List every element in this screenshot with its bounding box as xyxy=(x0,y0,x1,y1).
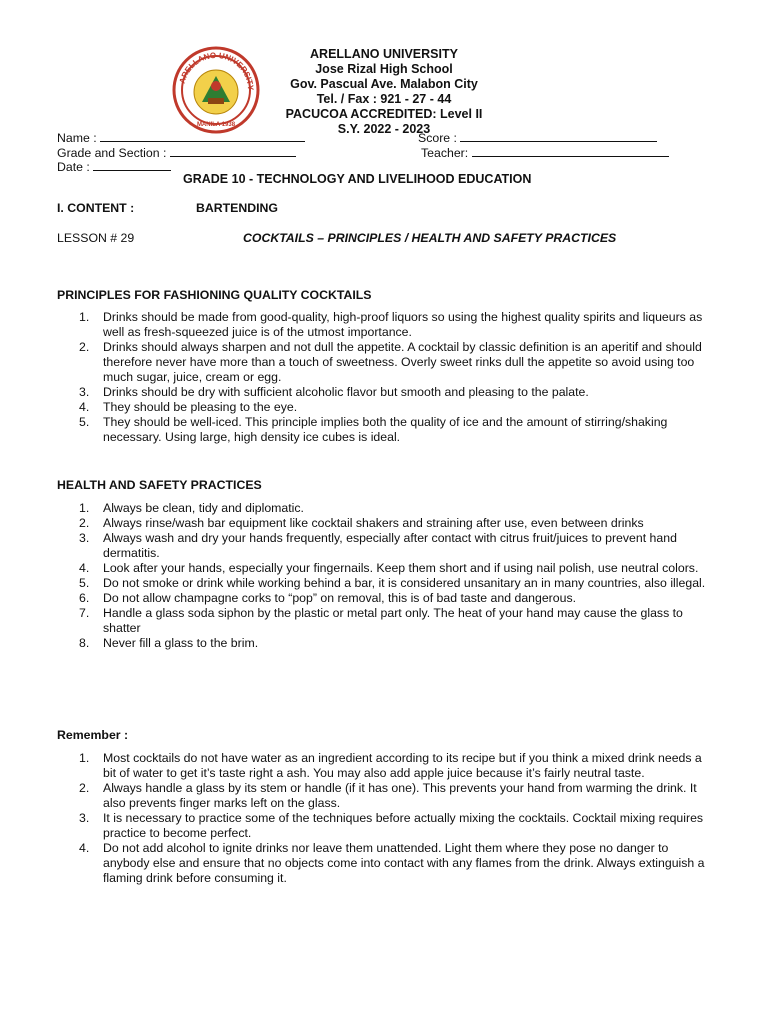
list-item: 1. Drinks should be made from good-quality, high-proof liquors so using the highest quality spirits and liqueurs as well as fresh-squeezed juice is of the utmost importance. xyxy=(79,310,703,339)
lesson-title: COCKTAILS – PRINCIPLES / HEALTH AND SAFETY PRACTICES xyxy=(243,231,617,245)
list-item: 3. Drinks should be dry with sufficient alcoholic flavor but smooth and pleasing to the palate. xyxy=(79,385,589,399)
list-item: 4. Do not add alcohol to ignite drinks nor leave them unattended. Light them where they pose no danger to anybody else and ensure that no objects come into contact with any flames from the drink. Always extinguish a flaming drink before consuming it. xyxy=(79,841,705,885)
health-safety-list xyxy=(57,501,707,651)
school-header xyxy=(190,47,578,137)
health-safety-heading: HEALTH AND SAFETY PRACTICES xyxy=(57,478,262,492)
score-field xyxy=(418,130,657,145)
lesson-number: LESSON # 29 xyxy=(57,231,135,245)
date-blank-line xyxy=(93,159,171,171)
list-item: 4. They should be pleasing to the eye. xyxy=(79,400,298,414)
header-telephone: Tel. / Fax : 921 - 27 - 44 xyxy=(316,92,452,106)
header-school: Jose Rizal High School xyxy=(315,62,453,76)
remember-heading: Remember : xyxy=(57,728,129,742)
list-item: 3. It is necessary to practice some of the techniques before actually mixing the cocktails. Cocktail mixing requires practice to become perfect. xyxy=(79,811,704,840)
content-value: BARTENDING xyxy=(196,201,278,215)
name-blank-line xyxy=(100,130,305,142)
list-item: 7. Handle a glass soda siphon by the plastic or metal part only. The heat of your hand may cause the glass to shatter xyxy=(79,606,683,635)
list-item: 5. They should be well-iced. This principle implies both the quality of ice and the amount of stirring/shaking necessary. Using large, high density ice cubes is ideal. xyxy=(79,415,668,444)
list-item: 8. Never fill a glass to the brim. xyxy=(79,636,259,650)
remember-list xyxy=(57,751,707,886)
header-university: ARELLANO UNIVERSITY xyxy=(310,47,458,61)
list-item: 2. Drinks should always sharpen and not dull the appetite. A cocktail by classic definition is an aperitif and should therefore never have more than a touch of sweetness. Overly sweet rinks dull the appetite so avoid using too much sugar, juice, cream or egg. xyxy=(79,340,702,384)
name-label: Name : xyxy=(57,131,97,145)
date-label: Date : xyxy=(57,160,90,174)
list-item: 1. Most cocktails do not have water as an ingredient according to its recipe but if you think a mixed drink needs a bit of water to get it’s taste right a ash. You may also add apple juice because it’s fairly neutral taste. xyxy=(79,751,702,780)
content-label: I. CONTENT : xyxy=(57,201,135,215)
header-address: Gov. Pascual Ave. Malabon City xyxy=(290,77,478,91)
list-item: 5. Do not smoke or drink while working behind a bar, it is considered unsanitary an in many countries, also illegal. xyxy=(79,576,706,590)
grade-section-label: Grade and Section : xyxy=(57,146,167,160)
list-item: 2. Always handle a glass by its stem or handle (if it has one). This prevents your hand from warming the drink. It also prevents finger marks left on the glass. xyxy=(79,781,697,810)
subject-title: GRADE 10 - TECHNOLOGY AND LIVELIHOOD EDUCATION xyxy=(183,172,532,186)
grade-section-field xyxy=(57,145,296,160)
teacher-field xyxy=(421,145,669,160)
header-accreditation: PACUCOA ACCREDITED: Level II xyxy=(285,107,483,121)
grade-section-blank-line xyxy=(170,145,296,157)
score-blank-line xyxy=(460,130,657,142)
teacher-label: Teacher: xyxy=(421,146,469,160)
list-item: 4. Look after your hands, especially your fingernails. Keep them short and if using nail polish, use neutral colors. xyxy=(79,561,699,575)
principles-list xyxy=(57,310,707,445)
principles-heading: PRINCIPLES FOR FASHIONING QUALITY COCKTAILS xyxy=(57,288,372,302)
score-label: Score : xyxy=(418,131,457,145)
svg-text:ARELLANO UNIVERSITY: ARELLANO UNIVERSITY xyxy=(177,50,256,91)
header-school-year: S.Y. 2022 - 2023 xyxy=(337,122,431,136)
list-item: 6. Do not allow champagne corks to “pop” on removal, this is of bad taste and dangerous. xyxy=(79,591,577,605)
list-item: 3. Always wash and dry your hands frequently, especially after contact with citrus fruit/juices to prevent hand dermatitis. xyxy=(79,531,677,560)
name-field xyxy=(57,130,305,145)
date-field xyxy=(57,159,171,174)
teacher-blank-line xyxy=(472,145,669,157)
list-item: 2. Always rinse/wash bar equipment like cocktail shakers and straining after use, even between drinks xyxy=(79,516,644,530)
list-item: 1. Always be clean, tidy and diplomatic. xyxy=(79,501,304,515)
svg-text:MANILA 1938: MANILA 1938 xyxy=(196,122,236,128)
